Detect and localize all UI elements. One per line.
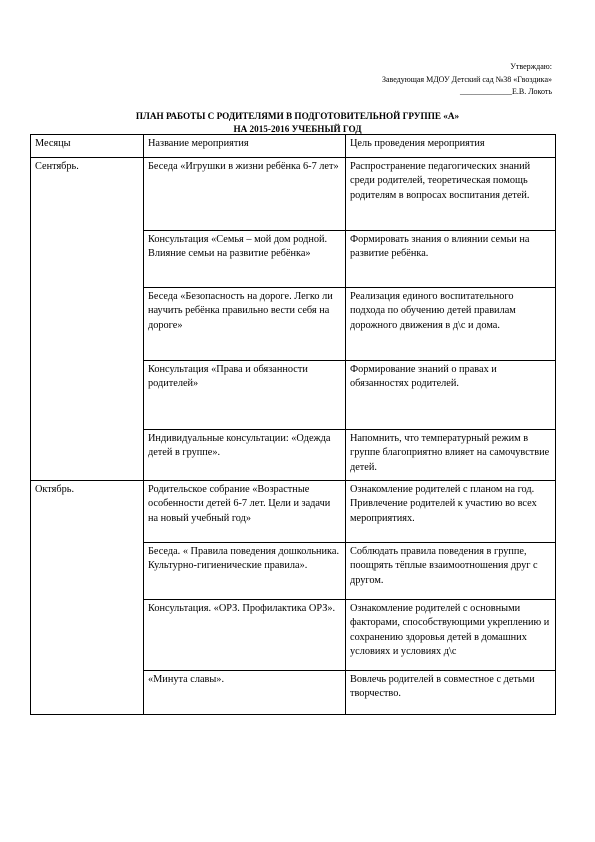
goal-cell: Вовлечь родителей в совместное с детьми творчество. bbox=[346, 671, 556, 715]
header-event-goal: Цель проведения мероприятия bbox=[346, 135, 556, 158]
header-months: Месяцы bbox=[31, 135, 144, 158]
event-cell: Консультация «Семья – мой дом родной. Влияние семьи на развитие ребёнка» bbox=[144, 231, 346, 288]
plan-table bbox=[30, 134, 556, 715]
document-title bbox=[30, 110, 565, 135]
event-cell: Консультация. «ОРЗ. Профилактика ОРЗ». bbox=[144, 600, 346, 671]
table-row bbox=[31, 481, 556, 543]
event-cell: Беседа. « Правила поведения дошкольника. Культурно-гигиенические правила». bbox=[144, 543, 346, 600]
header-event-name: Название мероприятия bbox=[144, 135, 346, 158]
goal-cell: Ознакомление родителей с планом на год. Привлечение родителей к участию во всех мероприятиях. bbox=[346, 481, 556, 543]
title-line-2: НА 2015-2016 УЧЕБНЫЙ ГОД bbox=[233, 123, 362, 134]
goal-cell: Реализация единого воспитательного подхода по обучению детей правилам дорожного движения в д\с и дома. bbox=[346, 288, 556, 361]
title-line-1: ПЛАН РАБОТЫ С РОДИТЕЛЯМИ В ПОДГОТОВИТЕЛЬНОЙ ГРУППЕ «А» bbox=[135, 111, 460, 121]
event-cell: Родительское собрание «Возрастные особенности детей 6-7 лет. Цели и задачи на новый учебный год» bbox=[144, 481, 346, 543]
approval-line-2: Заведующая МДОУ Детский сад №38 «Гвоздика» bbox=[381, 74, 552, 84]
goal-cell: Формирование знаний о правах и обязанностях родителей. bbox=[346, 361, 556, 430]
goal-cell: Соблюдать правила поведения в группе, поощрять тёплые взаимоотношения друг с другом. bbox=[346, 543, 556, 600]
table-header-row bbox=[31, 135, 556, 158]
month-cell: Сентябрь. bbox=[31, 158, 144, 481]
goal-cell: Ознакомление родителей с основными факторами, способствующими укреплению и сохранению здоровья детей в домашних условиях и условиях д\с bbox=[346, 600, 556, 671]
approval-line-3: _____________Е.В. Локоть bbox=[460, 87, 552, 96]
event-cell: Консультация «Права и обязанности родителей» bbox=[144, 361, 346, 430]
event-cell: Индивидуальные консультации: «Одежда детей в группе». bbox=[144, 430, 346, 481]
event-cell: Беседа «Игрушки в жизни ребёнка 6-7 лет» bbox=[144, 158, 346, 231]
goal-cell: Напомнить, что температурный режим в группе благоприятно влияет на самочувствие детей. bbox=[346, 430, 556, 481]
goal-cell: Формировать знания о влиянии семьи на развитие ребёнка. bbox=[346, 231, 556, 288]
event-cell: Беседа «Безопасность на дороге. Легко ли научить ребёнка правильно вести себя на дороге» bbox=[144, 288, 346, 361]
table-row bbox=[31, 158, 556, 231]
goal-cell: Распространение педагогических знаний среди родителей, теоретическая помощь родителям в вопросах воспитания детей. bbox=[346, 158, 556, 231]
event-cell: «Минута славы». bbox=[144, 671, 346, 715]
approval-line-1: Утверждаю: bbox=[510, 62, 552, 71]
month-cell: Октябрь. bbox=[31, 481, 144, 715]
approval-block bbox=[292, 61, 552, 99]
